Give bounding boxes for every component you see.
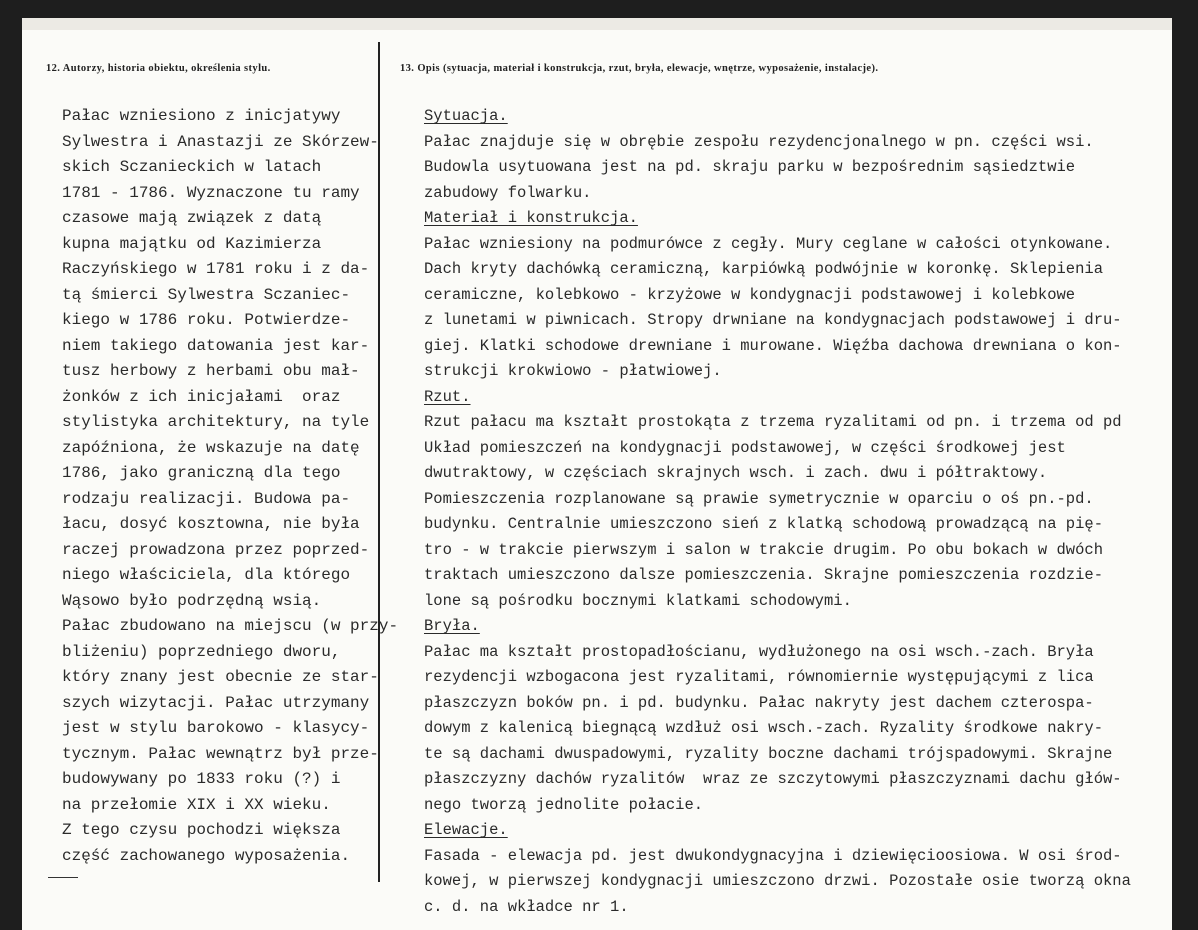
history-text-line: budowywany po 1833 roku (?) i bbox=[62, 770, 341, 788]
history-text-line: tą śmierci Sylwestra Sczaniec- bbox=[62, 285, 351, 304]
history-text-line: skich Sczanieckich w latach bbox=[62, 158, 322, 176]
section-heading bbox=[424, 206, 1131, 232]
line-text: Pałac znajduje się w obrębie zespołu rezydencjonalnego w pn. części wsi. bbox=[424, 132, 1094, 151]
section-heading bbox=[424, 818, 1131, 844]
line-text: Rzut pałacu ma kształt prostokąta z trzema ryzalitami od pn. i trzema od pd bbox=[424, 413, 1122, 431]
history-text-line: tycznym. Pałac wewnątrz był prze- bbox=[62, 744, 379, 763]
description-text-line bbox=[424, 487, 1131, 513]
section-heading bbox=[424, 614, 1131, 640]
history-text-line: Pałac wzniesiono z inicjatywy bbox=[62, 107, 341, 125]
description-text-line bbox=[424, 334, 1131, 360]
description-text-line bbox=[424, 767, 1131, 793]
line-text: lone są pośrodku bocznymi klatkami schodowymi. bbox=[424, 591, 852, 610]
description-text-line bbox=[424, 793, 1131, 819]
history-text-line: jest w stylu barokowo - klasycy- bbox=[62, 719, 370, 737]
history-text-line: szych wizytacji. Pałac utrzymany bbox=[62, 693, 370, 712]
heading-text: Bryła. bbox=[424, 617, 480, 635]
description-text-line bbox=[424, 589, 1131, 615]
history-text-line: łacu, dosyć kosztowna, nie była bbox=[62, 515, 360, 533]
line-text: giej. Klatki schodowe drewniane i murowane. Więźba dachowa drewniana o kon- bbox=[424, 336, 1122, 355]
history-text-line: żonków z ich inicjałami oraz bbox=[62, 387, 341, 406]
history-text-line: na przełomie XIX i XX wieku. bbox=[62, 795, 331, 814]
line-text: Układ pomieszczeń na kondygnacji podstawowej, w części środkowej jest bbox=[424, 438, 1066, 457]
line-text: te są dachami dwuspadowymi, ryzality boczne dachami trójspadowymi. Skrajne bbox=[424, 744, 1113, 763]
heading-text: Elewacje. bbox=[424, 821, 508, 839]
history-text-line: kupna majątku od Kazimierza bbox=[62, 234, 322, 253]
description-text-line bbox=[424, 869, 1131, 895]
history-text-line: który znany jest obecnie ze star- bbox=[62, 668, 379, 686]
line-text: budynku. Centralnie umieszczono sień z klatką schodową prowadzącą na pię- bbox=[424, 515, 1104, 533]
line-text: tro - w trakcie pierwszym i salon w trakcie drugim. Po obu bokach w dwóch bbox=[424, 540, 1104, 559]
line-text: dwutraktowy, w częściach skrajnych wsch. i zach. dwu i półtraktowy. bbox=[424, 464, 1048, 482]
description-text-line bbox=[424, 181, 1131, 207]
description-text-line bbox=[424, 461, 1131, 487]
description-text-line bbox=[424, 410, 1131, 436]
scan-left-border bbox=[0, 0, 22, 930]
history-text-line: kiego w 1786 roku. Potwierdze- bbox=[62, 311, 351, 329]
history-text-line: 1781 - 1786. Wyznaczone tu ramy bbox=[62, 183, 360, 202]
line-text: Fasada - elewacja pd. jest dwukondygnacyjna i dziewięcioosiowa. W osi środ- bbox=[424, 846, 1122, 865]
description-text-line bbox=[424, 232, 1131, 258]
history-text-line: raczej prowadzona przez poprzed- bbox=[62, 540, 370, 559]
section-12-header: 12. Autorzy, historia obiektu, określenia stylu. bbox=[46, 63, 271, 74]
section-heading bbox=[424, 385, 1131, 411]
description-text-line bbox=[424, 436, 1131, 462]
history-text-column bbox=[62, 104, 398, 869]
document-page bbox=[22, 30, 1172, 930]
history-text-line: czasowe mają związek z datą bbox=[62, 209, 322, 227]
description-text-line bbox=[424, 895, 1131, 921]
history-text-line: Sylwestra i Anastazji ze Skórzew- bbox=[62, 132, 379, 151]
line-text: zabudowy folwarku. bbox=[424, 183, 592, 202]
history-text-line: zapóźniona, że wskazuje na datę bbox=[62, 438, 360, 457]
history-text-line: rodzaju realizacji. Budowa pa- bbox=[62, 489, 351, 508]
paper-edge bbox=[22, 18, 1172, 30]
section-13-header: 13. Opis (sytuacja, materiał i konstrukcja, rzut, bryła, elewacje, wnętrze, wyposażenie, instalacje). bbox=[400, 63, 879, 74]
description-text-line bbox=[424, 640, 1131, 666]
description-text-line bbox=[424, 538, 1131, 564]
description-text-line bbox=[424, 283, 1131, 309]
description-text-line bbox=[424, 155, 1131, 181]
history-text-line: część zachowanego wyposażenia. bbox=[62, 846, 351, 865]
description-text-line bbox=[424, 359, 1131, 385]
history-text-line: Z tego czysu pochodzi większa bbox=[62, 821, 341, 839]
section-heading bbox=[424, 104, 1131, 130]
history-text-line: 1786, jako graniczną dla tego bbox=[62, 464, 341, 482]
description-text-line bbox=[424, 257, 1131, 283]
history-text-line: Wąsowo było podrzędną wsią. bbox=[62, 591, 322, 610]
line-text: Budowla usytuowana jest na pd. skraju parku w bezpośrednim sąsiedztwie bbox=[424, 158, 1076, 176]
line-text: płaszczyzny dachów ryzalitów wraz ze szczytowymi płaszczyznami dachu głów- bbox=[424, 770, 1122, 788]
line-text: Pałac ma kształt prostopadłościanu, wydłużonego na osi wsch.-zach. Bryła bbox=[424, 642, 1094, 661]
description-text-line bbox=[424, 742, 1131, 768]
line-text: Pomieszczenia rozplanowane są prawie symetrycznie w oparciu o oś pn.-pd. bbox=[424, 489, 1094, 508]
description-text-line bbox=[424, 512, 1131, 538]
line-text: Pałac wzniesiony na podmurówce z cegły. Mury ceglane w całości otynkowane. bbox=[424, 234, 1113, 253]
line-text: kowej, w pierwszej kondygnacji umieszczono drzwi. Pozostałe osie tworzą okna bbox=[424, 872, 1131, 890]
line-text: nego tworzą jednolite połacie. bbox=[424, 795, 704, 814]
heading-text: Sytuacja. bbox=[424, 107, 508, 125]
history-text-line: tusz herbowy z herbami obu mał- bbox=[62, 362, 360, 380]
line-text: rezydencji wzbogacona jest ryzalitami, równomiernie występującymi z lica bbox=[424, 668, 1094, 686]
line-text: c. d. na wkładce nr 1. bbox=[424, 897, 629, 916]
history-text-line: Pałac zbudowano na miejscu (w przy- bbox=[62, 617, 399, 635]
footer-dash bbox=[48, 877, 78, 878]
description-text-line bbox=[424, 844, 1131, 870]
history-text-line: niem takiego datowania jest kar- bbox=[62, 336, 370, 355]
history-text-line: Raczyńskiego w 1781 roku i z da- bbox=[62, 260, 370, 278]
description-text-line bbox=[424, 716, 1131, 742]
line-text: dowym z kalenicą biegnącą wzdłuż osi wsch.-zach. Ryzality środkowe nakry- bbox=[424, 719, 1104, 737]
scan-top-border bbox=[0, 0, 1198, 18]
history-text-line: niego właściciela, dla którego bbox=[62, 566, 351, 584]
description-text-line bbox=[424, 308, 1131, 334]
description-text-line bbox=[424, 130, 1131, 156]
line-text: traktach umieszczono dalsze pomieszczenia. Skrajne pomieszczenia rozdzie- bbox=[424, 566, 1104, 584]
line-text: strukcji krokwiowo - płatwiowej. bbox=[424, 362, 722, 380]
line-text: z lunetami w piwnicach. Stropy drwniane na kondygnacjach podstawowej i dru- bbox=[424, 311, 1122, 329]
description-text-line bbox=[424, 691, 1131, 717]
heading-text: Materiał i konstrukcja. bbox=[424, 209, 638, 227]
heading-text: Rzut. bbox=[424, 387, 471, 406]
history-text-line: bliżeniu) poprzedniego dworu, bbox=[62, 642, 341, 661]
description-text-line bbox=[424, 563, 1131, 589]
line-text: Dach kryty dachówką ceramiczną, karpiówką podwójnie w koronkę. Sklepienia bbox=[424, 260, 1104, 278]
history-text-line: stylistyka architektury, na tyle bbox=[62, 413, 370, 431]
line-text: płaszczyzn boków pn. i pd. budynku. Pałac nakryty jest dachem czterospa- bbox=[424, 693, 1094, 712]
line-text: ceramiczne, kolebkowo - krzyżowe w kondygnacji podstawowej i kolebkowe bbox=[424, 285, 1076, 304]
description-text-column bbox=[424, 104, 1131, 920]
description-text-line bbox=[424, 665, 1131, 691]
